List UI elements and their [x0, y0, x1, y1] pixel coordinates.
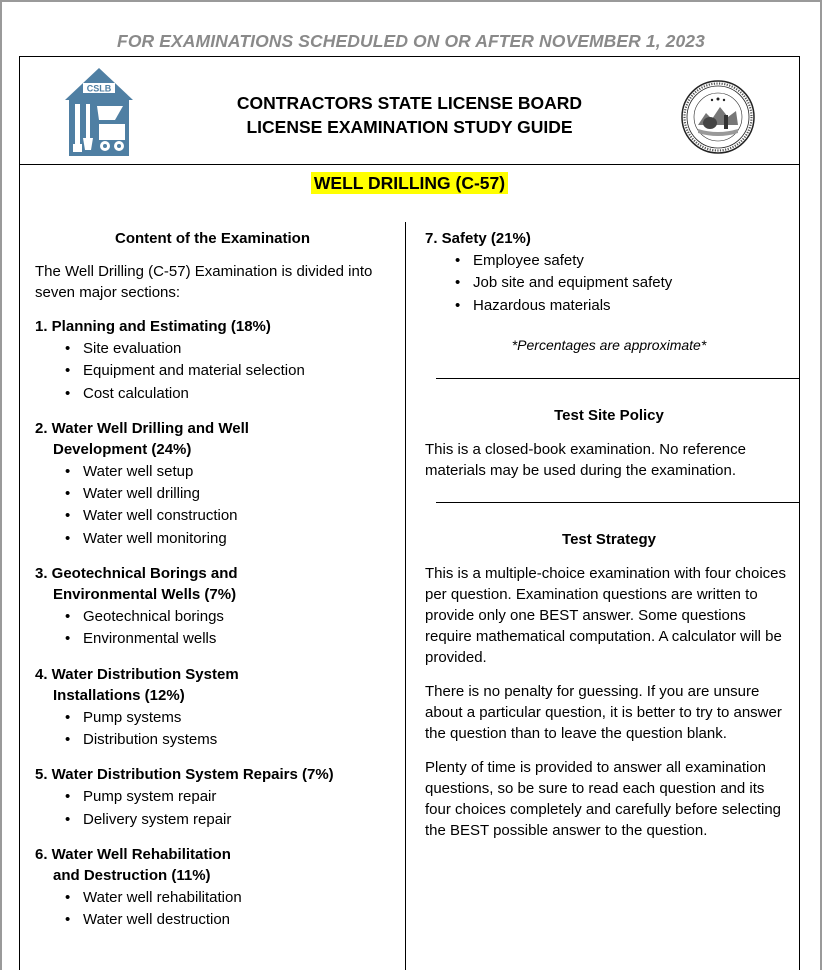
section-items: [35, 887, 390, 932]
doc-type: LICENSE EXAMINATION STUDY GUIDE: [246, 117, 573, 137]
section-4: [35, 664, 390, 752]
test-strategy-heading: Test Strategy: [562, 530, 656, 548]
list-item: • Pump system repair: [65, 786, 390, 808]
list-item: • Water well construction: [65, 505, 390, 527]
list-item: • Employee safety: [455, 250, 793, 272]
section-title: 7. Safety (21%): [425, 230, 531, 247]
section-title: 3. Geotechnical Borings and Environmental Wells (7%): [35, 565, 238, 604]
list-item: • Equipment and material selection: [65, 360, 390, 382]
section-items: [35, 786, 390, 831]
section-rule: [436, 378, 799, 379]
section-5: [35, 764, 390, 831]
subject-highlight: WELL DRILLING (C-57): [311, 172, 508, 194]
list-item: • Job site and equipment safety: [455, 272, 793, 294]
list-item: • Water well monitoring: [65, 528, 390, 550]
section-1: [35, 316, 390, 405]
section-title: 1. Planning and Estimating (18%): [35, 318, 271, 335]
list-item: • Pump systems: [65, 707, 390, 729]
subject-title: [20, 173, 799, 194]
california-state-seal-icon: [680, 79, 756, 155]
list-item: • Hazardous materials: [455, 295, 793, 317]
section-title: 4. Water Distribution System Installations (12%): [35, 665, 239, 704]
section-title: 6. Water Well Rehabilitation and Destruction (11%): [35, 845, 231, 884]
section-2: [35, 418, 390, 550]
document-header: [20, 57, 799, 165]
list-item: • Distribution systems: [65, 729, 390, 751]
right-column: [425, 226, 793, 841]
section-items: [35, 707, 390, 752]
percentages-note: *Percentages are approximate*: [511, 336, 707, 353]
test-strategy-paragraph: This is a multiple-choice examination with four choices per question. Examination questions are written to provide only one BEST answer. Some questions require mathematical computation. A calculator will be provided.: [425, 564, 786, 666]
list-item: • Geotechnical borings: [65, 606, 390, 628]
org-name: CONTRACTORS STATE LICENSE BOARD: [236, 93, 583, 113]
test-site-policy-body: This is a closed-book examination. No reference materials may be used during the examination.: [425, 440, 746, 479]
section-title: 5. Water Distribution System Repairs (7%): [35, 766, 334, 784]
content-heading: Content of the Examination: [115, 230, 310, 247]
section-7: [425, 228, 793, 317]
list-item: • Water well drilling: [65, 483, 390, 505]
list-item: • Cost calculation: [65, 383, 390, 405]
study-guide-document: [19, 56, 800, 970]
column-divider: [405, 222, 406, 970]
section-items: [425, 250, 793, 317]
list-item: • Site evaluation: [65, 338, 390, 360]
logo-text: CSLB: [86, 83, 112, 94]
test-strategy-paragraph: There is no penalty for guessing. If you are unsure about a particular question, it is better to try to answer the question than to leave the question blank.: [425, 682, 782, 742]
section-rule: [436, 502, 799, 503]
section-title: 2. Water Well Drilling and Well Development (24%): [35, 419, 249, 458]
list-item: • Water well setup: [65, 461, 390, 483]
list-item: • Environmental wells: [65, 628, 390, 650]
list-item: • Delivery system repair: [65, 809, 390, 831]
section-items: [35, 606, 390, 651]
section-3: [35, 563, 390, 651]
left-column: [35, 226, 390, 931]
content-intro: The Well Drilling (C-57) Examination is divided into seven major sections:: [35, 263, 373, 301]
list-item: • Water well destruction: [65, 909, 390, 931]
test-site-policy-heading: Test Site Policy: [554, 406, 664, 424]
exam-date-banner: FOR EXAMINATIONS SCHEDULED ON OR AFTER NOVEMBER 1, 2023: [117, 31, 705, 51]
section-items: [35, 461, 390, 550]
test-strategy-paragraph: Plenty of time is provided to answer all examination questions, so be sure to read each question and its four choices completely and carefully before selecting the BEST possible answer to the question.: [425, 758, 782, 839]
section-items: [35, 338, 390, 405]
list-item: • Water well rehabilitation: [65, 887, 390, 909]
section-6: [35, 844, 390, 932]
